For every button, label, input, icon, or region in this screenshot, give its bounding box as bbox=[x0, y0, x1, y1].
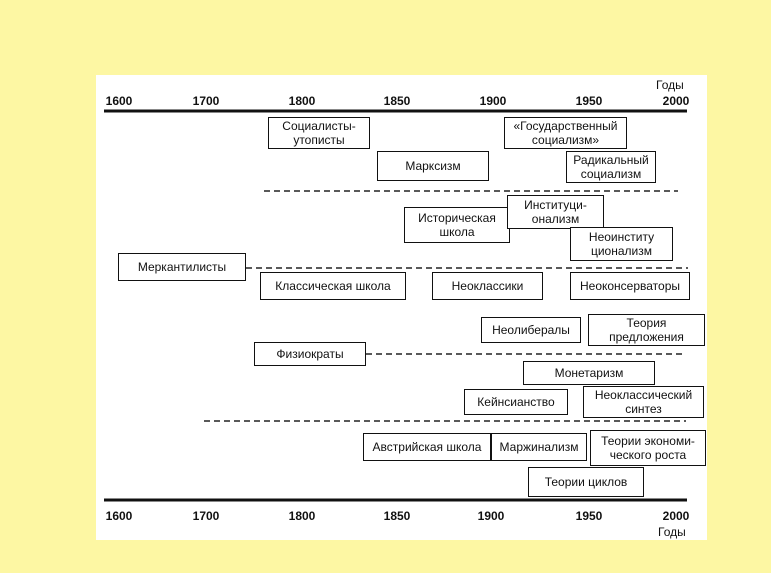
box-institutionalism: Институци- онализм bbox=[507, 195, 604, 229]
year-label-bottom-1600: 1600 bbox=[105, 509, 133, 523]
box-neoclassics: Неоклассики bbox=[432, 272, 543, 300]
year-label-bottom-1900: 1900 bbox=[477, 509, 505, 523]
year-label-top-1950: 1950 bbox=[575, 94, 603, 108]
box-growth-theories: Теории экономи- ческого роста bbox=[590, 430, 706, 466]
box-state-socialism: «Государственный социализм» bbox=[504, 117, 627, 149]
box-radical-socialism: Радикальный социализм bbox=[566, 151, 656, 183]
year-label-bottom-1850: 1850 bbox=[383, 509, 411, 523]
box-monetarism: Монетаризм bbox=[523, 361, 655, 385]
box-mercantilists: Меркантилисты bbox=[118, 253, 246, 281]
timeline-diagram bbox=[96, 75, 707, 540]
box-neo-institutionalism: Неоинститу ционализм bbox=[570, 227, 673, 261]
box-neoclassical-synthesis: Неоклассический синтез bbox=[583, 386, 704, 418]
box-classical-school: Классическая школа bbox=[260, 272, 406, 300]
box-keynesianism: Кейнсианство bbox=[464, 389, 568, 415]
box-marginalism: Маржинализм bbox=[491, 433, 587, 461]
year-label-top-1600: 1600 bbox=[105, 94, 133, 108]
box-historical-school: Историческая школа bbox=[404, 207, 510, 243]
year-label-top-1850: 1850 bbox=[383, 94, 411, 108]
box-cycle-theories: Теории циклов bbox=[528, 467, 644, 497]
box-austrian-school: Австрийская школа bbox=[363, 433, 491, 461]
box-supply-theory: Теория предложения bbox=[588, 314, 705, 346]
box-neoconservatives: Неоконсерваторы bbox=[570, 272, 690, 300]
axis-title-bottom: Годы bbox=[658, 525, 686, 539]
box-utopian-socialists: Социалисты- утописты bbox=[268, 117, 370, 149]
year-label-bottom-2000: 2000 bbox=[662, 509, 690, 523]
box-neoliberals: Неолибералы bbox=[481, 317, 581, 343]
year-label-top-1900: 1900 bbox=[479, 94, 507, 108]
year-label-top-1800: 1800 bbox=[288, 94, 316, 108]
year-label-top-1700: 1700 bbox=[192, 94, 220, 108]
axis-title-top: Годы bbox=[656, 78, 684, 92]
box-physiocrats: Физиократы bbox=[254, 342, 366, 366]
box-marxism: Марксизм bbox=[377, 151, 489, 181]
year-label-bottom-1950: 1950 bbox=[575, 509, 603, 523]
year-label-bottom-1700: 1700 bbox=[192, 509, 220, 523]
year-label-top-2000: 2000 bbox=[662, 94, 690, 108]
year-label-bottom-1800: 1800 bbox=[288, 509, 316, 523]
